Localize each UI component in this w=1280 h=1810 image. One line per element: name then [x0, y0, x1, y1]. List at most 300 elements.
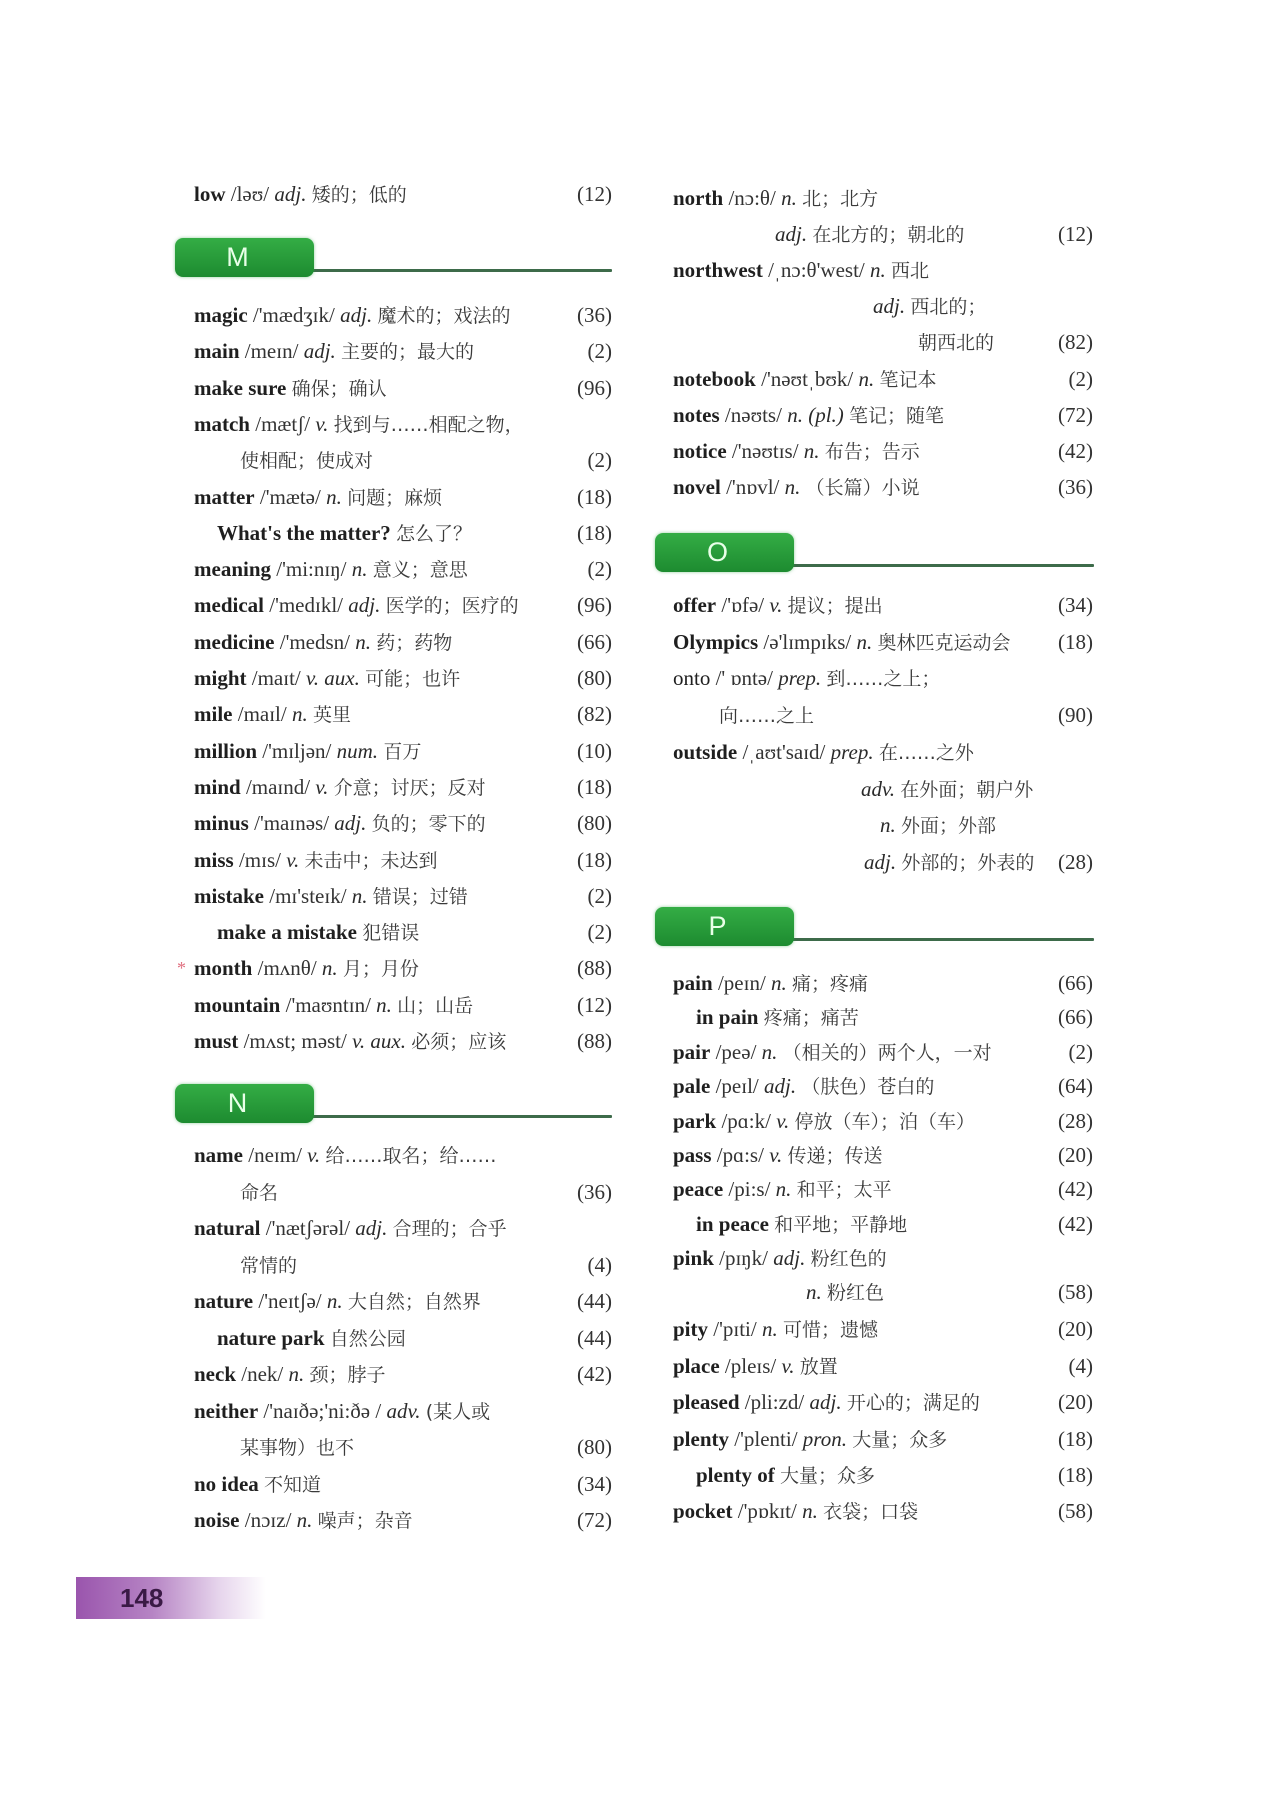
dictionary-entry [194, 881, 612, 911]
entry-text [194, 182, 407, 206]
page-number-badge [76, 1577, 266, 1619]
entry-text [673, 1390, 980, 1414]
part-of-speech: pron. [802, 1427, 847, 1451]
page-reference: (18) [1058, 629, 1093, 654]
dictionary-entry [673, 1314, 1093, 1344]
chinese-definition: 大自然；自然界 [347, 1291, 481, 1313]
part-of-speech: v. [315, 411, 329, 436]
entry-text [673, 1109, 975, 1133]
headword: make a mistake [217, 920, 357, 945]
phonetic: /mætʃ/ [255, 411, 311, 436]
part-of-speech: v. aux. [306, 666, 360, 690]
phonetic: /'naɪðə;'ni:ðə / [263, 1398, 382, 1423]
chinese-definition: 衣袋；口袋 [823, 1501, 919, 1523]
headword: in pain [696, 1005, 759, 1030]
dictionary-entry [673, 968, 1093, 998]
part-of-speech: n. [291, 702, 308, 727]
dictionary-entry [673, 1002, 1093, 1032]
part-of-speech: n. [351, 883, 368, 908]
chinese-definition: 山；山岳 [397, 994, 474, 1017]
page-reference: (82) [577, 702, 612, 727]
page-reference: (66) [1058, 1005, 1093, 1030]
entry-text [194, 1399, 490, 1423]
section-divider [790, 564, 1094, 567]
part-of-speech: n. [351, 557, 368, 582]
part-of-speech: n. [806, 1280, 822, 1304]
chinese-definition: 在外面；朝户外 [900, 778, 1034, 801]
dictionary-entry [673, 1387, 1093, 1417]
dictionary-entry [194, 554, 612, 584]
dictionary-entry [673, 590, 1093, 620]
dictionary-entry [673, 436, 1093, 466]
part-of-speech: adv. [861, 776, 896, 801]
phonetic: /'maɪnəs/ [254, 811, 330, 836]
dictionary-entry [194, 663, 612, 693]
page-reference: (10) [577, 738, 612, 763]
chinese-definition: 错误；过错 [372, 885, 468, 908]
part-of-speech: n. [781, 186, 797, 210]
entry-text [673, 1005, 859, 1029]
page-reference: (64) [1058, 1074, 1093, 1099]
dictionary-entry [194, 179, 612, 209]
dictionary-entry [673, 255, 1093, 285]
dictionary-entry [673, 183, 1093, 213]
dictionary-entry [673, 1424, 1093, 1454]
chinese-definition: 外面；外部 [901, 815, 997, 838]
part-of-speech: n. [296, 1508, 313, 1532]
headword: plenty [673, 1427, 730, 1451]
phonetic: /ləʊ/ [230, 182, 270, 206]
page-reference: (42) [1058, 1212, 1093, 1236]
page-reference: (18) [1058, 1427, 1093, 1451]
entry-text [673, 1317, 878, 1341]
section-letter: N [227, 1088, 248, 1118]
page-reference: (80) [577, 666, 612, 690]
entry-text [673, 630, 1010, 654]
dictionary-entry [194, 1026, 612, 1056]
entry-text [194, 993, 473, 1017]
chinese-definition: 确保；确认 [291, 377, 387, 400]
page-reference: (42) [577, 1362, 612, 1386]
phonetic: /'neɪtʃə/ [258, 1289, 322, 1313]
part-of-speech: n. [321, 956, 338, 981]
headword: no idea [194, 1471, 259, 1496]
dictionary-entry [673, 1106, 1093, 1136]
page-reference: (34) [1058, 593, 1093, 617]
chinese-definition: 自然公园 [329, 1327, 406, 1350]
entry-text [194, 1362, 386, 1386]
entry-text [194, 1253, 297, 1277]
page-reference: (20) [1058, 1317, 1093, 1341]
entry-text [673, 1499, 918, 1523]
page-reference: (80) [577, 811, 612, 836]
chinese-definition: 可能；也许 [365, 668, 461, 690]
headword: plenty of [696, 1463, 775, 1487]
entry-text [673, 367, 937, 391]
headword: notice [673, 439, 727, 463]
phonetic: /'nɒvl/ [726, 475, 780, 499]
page-reference: (12) [577, 182, 612, 206]
phonetic: /pɑ:k/ [721, 1108, 771, 1133]
headword: name [194, 1143, 243, 1167]
entry-continuation [194, 1432, 612, 1462]
headword: northwest [673, 258, 763, 282]
entry-text [194, 412, 524, 436]
phonetic: /'mædʒɪk/ [252, 303, 335, 327]
page-reference: (18) [577, 520, 612, 545]
entry-text [673, 1354, 838, 1378]
entry-continuation [673, 1277, 1093, 1307]
page-reference: (20) [1058, 1143, 1093, 1167]
entry-continuation [673, 327, 1093, 357]
headword: neck [194, 1362, 236, 1386]
chinese-definition: 主要的；最大的 [341, 341, 475, 364]
page-reference: (2) [1068, 367, 1093, 391]
headword: magic [194, 303, 248, 327]
part-of-speech: num. [336, 738, 379, 763]
phonetic: /'plenti/ [734, 1427, 798, 1451]
dictionary-entry [194, 1396, 612, 1426]
phonetic: /'pɪti/ [713, 1317, 757, 1341]
phonetic: /'mɪljən/ [262, 738, 332, 763]
dictionary-entry [673, 364, 1093, 394]
entry-text [194, 811, 486, 835]
chinese-definition: 西北 [890, 260, 929, 282]
page-reference: (18) [577, 484, 612, 509]
entry-text [194, 593, 519, 617]
headword: place [673, 1354, 720, 1378]
headword: match [194, 411, 250, 436]
headword: outside [673, 739, 738, 764]
entry-text [673, 222, 964, 246]
headword: month [194, 956, 253, 981]
entry-text [194, 848, 437, 872]
part-of-speech: adj. [873, 294, 906, 318]
dictionary-entry [194, 518, 612, 548]
dictionary-entry [673, 472, 1093, 502]
dictionary-entry [194, 627, 612, 657]
section-divider [790, 938, 1094, 941]
dictionary-entry [194, 736, 612, 766]
page-reference: (2) [587, 557, 612, 582]
dictionary-entry [673, 1496, 1093, 1526]
entry-text [194, 521, 472, 545]
page-reference: (36) [577, 1179, 612, 1204]
dictionary-entry [194, 845, 612, 875]
entry-text [194, 702, 351, 726]
phonetic: /maɪt/ [251, 666, 301, 690]
phonetic: /ˌnɔ:θ'west/ [768, 258, 865, 282]
page-reference: (88) [577, 956, 612, 981]
entry-text [194, 666, 460, 690]
part-of-speech: n. [355, 629, 372, 654]
chinese-definition: 百万 [383, 740, 422, 763]
dictionary-entry [673, 627, 1093, 657]
headword: pink [673, 1246, 714, 1270]
page-reference: (80) [577, 1435, 612, 1459]
headword: notes [673, 403, 720, 427]
dictionary-entry [194, 1469, 612, 1499]
entry-text [673, 186, 878, 210]
phonetic: /ə'lɪmpɪks/ [763, 629, 852, 654]
entry-text [673, 1246, 887, 1270]
chinese-definition: 必须；应该 [411, 1031, 507, 1053]
dictionary-entry [194, 1286, 612, 1316]
entry-continuation [194, 1177, 612, 1207]
entry-text [673, 1177, 892, 1201]
dictionary-entry [673, 1460, 1093, 1490]
entry-text [673, 330, 994, 354]
page-reference: (58) [1058, 1280, 1093, 1304]
page-reference: (82) [1058, 330, 1093, 354]
chinese-definition: 大量；众多 [780, 1465, 876, 1487]
section-letter: P [708, 911, 727, 941]
chinese-definition: 使相配；使成对 [240, 450, 374, 473]
entry-text [194, 1143, 496, 1167]
phonetic: /pli:zd/ [744, 1390, 805, 1414]
part-of-speech: adj. [764, 1074, 797, 1099]
page-reference: (2) [587, 448, 612, 473]
chinese-definition: 和平；太平 [796, 1179, 892, 1202]
page-reference: (72) [577, 1508, 612, 1532]
section-header-m [175, 238, 612, 278]
phonetic: /'ɒfə/ [721, 593, 765, 617]
chinese-definition: 给……取名；给…… [325, 1145, 497, 1167]
entry-text [673, 403, 944, 427]
chinese-definition: 朝西北的 [918, 332, 995, 354]
chinese-definition: （肤色）苍白的 [801, 1076, 935, 1099]
entry-text [194, 1289, 481, 1313]
chinese-definition: 在北方的；朝北的 [812, 224, 965, 246]
chinese-definition: 英里 [312, 704, 351, 727]
headword: offer [673, 593, 717, 617]
entry-text [194, 1326, 406, 1350]
page-reference: (42) [1058, 439, 1093, 463]
chinese-definition: 大量；众多 [852, 1429, 948, 1451]
entry-text [673, 1463, 875, 1487]
phonetic: /nɔ:θ/ [728, 186, 776, 210]
part-of-speech: n. [771, 971, 787, 995]
part-of-speech: n. [803, 439, 820, 463]
part-of-speech: adj. [348, 593, 381, 618]
chinese-definition: 未击中；未达到 [304, 849, 438, 872]
entry-text [673, 666, 940, 690]
entry-text [194, 1435, 354, 1459]
headword: mountain [194, 992, 281, 1017]
part-of-speech: prep. [830, 739, 874, 764]
page-reference: (44) [577, 1325, 612, 1350]
dictionary-entry [673, 1351, 1093, 1381]
chinese-definition: 意义；意思 [372, 559, 468, 582]
dictionary-entry [194, 590, 612, 620]
chinese-definition: 月；月份 [342, 958, 419, 981]
page-reference: (96) [577, 375, 612, 400]
dictionary-entry [673, 1174, 1093, 1204]
dictionary-entry [673, 663, 1093, 693]
chinese-definition: 问题；麻烦 [347, 486, 443, 509]
chinese-definition: （长篇）小说 [805, 477, 920, 499]
page-reference: (12) [577, 992, 612, 1017]
headword: pale [673, 1074, 711, 1099]
chinese-definition: (某人或 [425, 1400, 491, 1423]
part-of-speech: n. [869, 258, 886, 282]
headword: medicine [194, 629, 275, 654]
entry-text [673, 258, 929, 282]
part-of-speech: n. [761, 1317, 778, 1341]
section-header-n [175, 1084, 612, 1124]
phonetic: /'mi:nɪŋ/ [276, 557, 347, 582]
dictionary-entry [194, 990, 612, 1020]
dictionary-entry [673, 1071, 1093, 1101]
phonetic: /nəʊts/ [724, 403, 782, 427]
dictionary-entry [194, 1323, 612, 1353]
phonetic: /mʌst; məst/ [243, 1029, 347, 1053]
phonetic: /neɪm/ [248, 1143, 302, 1167]
entry-text [194, 485, 442, 509]
headword: nature [194, 1289, 254, 1313]
headword: onto [673, 666, 711, 691]
part-of-speech: n. [858, 367, 875, 391]
headword: pair [673, 1039, 711, 1064]
entry-text [673, 294, 986, 318]
page-reference: (72) [1058, 403, 1093, 427]
chinese-definition: 开心的；满足的 [846, 1392, 980, 1414]
page-reference: (90) [1058, 703, 1093, 728]
chinese-definition: 提议；提出 [787, 595, 883, 617]
part-of-speech: v. [315, 774, 329, 799]
dictionary-entry [194, 300, 612, 330]
headword: mind [194, 774, 241, 799]
entry-continuation [673, 219, 1093, 249]
headword: neither [194, 1398, 259, 1423]
chinese-definition: 不知道 [264, 1473, 322, 1496]
part-of-speech: adj. [303, 339, 336, 364]
dictionary-entry [673, 1209, 1093, 1239]
section-letter: O [706, 537, 728, 567]
headword: in peace [696, 1212, 769, 1236]
chinese-definition: 笔记本 [879, 369, 937, 391]
page-reference: (58) [1058, 1499, 1093, 1523]
section-letter: M [226, 242, 249, 272]
entry-text [673, 1280, 884, 1304]
entry-text [194, 630, 452, 654]
phonetic: /'pɒkɪt/ [737, 1499, 797, 1523]
entry-continuation [194, 1250, 612, 1280]
page-reference: (18) [577, 847, 612, 872]
entry-continuation [673, 810, 1093, 840]
phonetic: /peə/ [715, 1039, 757, 1064]
page-reference: (36) [1058, 475, 1093, 499]
dictionary-entry [194, 336, 612, 366]
phonetic: /' ɒntə/ [715, 666, 773, 691]
entry-text [673, 850, 1034, 874]
chinese-definition: 某事物）也不 [240, 1437, 355, 1459]
entry-text [673, 1143, 882, 1167]
phonetic: /mʌnθ/ [257, 956, 317, 981]
chinese-definition: 痛；疼痛 [792, 973, 869, 995]
part-of-speech: n. [761, 1039, 778, 1064]
part-of-speech: adj. [809, 1390, 842, 1414]
page-reference: (12) [1058, 222, 1093, 246]
phonetic: /peɪn/ [717, 971, 766, 995]
headword: might [194, 666, 247, 690]
part-of-speech: v. aux. [352, 1029, 406, 1053]
part-of-speech: v. [781, 1354, 795, 1378]
headword: medical [194, 593, 264, 618]
chinese-definition: 粉红色 [827, 1282, 885, 1304]
phonetic: /peɪl/ [715, 1074, 759, 1099]
headword: nature park [217, 1325, 325, 1350]
part-of-speech: adj. [334, 811, 367, 836]
dictionary-entry [194, 772, 612, 802]
part-of-speech: n. [288, 1362, 305, 1386]
phonetic: /'medsn/ [279, 629, 351, 654]
part-of-speech: n. [775, 1177, 792, 1202]
part-of-speech: n. (pl.) [787, 403, 844, 427]
headword: mistake [194, 883, 264, 908]
entry-text [673, 475, 920, 499]
entry-text [194, 1029, 506, 1053]
headword: natural [194, 1216, 261, 1240]
section-header-p [655, 907, 1094, 947]
part-of-speech: adj. [340, 303, 373, 327]
chinese-definition: 魔术的；戏法的 [377, 305, 511, 327]
part-of-speech: v. [776, 1108, 790, 1133]
part-of-speech: prep. [778, 666, 822, 691]
phonetic: /maɪl/ [237, 702, 287, 727]
chinese-definition: 犯错误 [362, 922, 420, 945]
headword: pain [673, 971, 713, 995]
entry-text [194, 1472, 321, 1496]
chinese-definition: 停放（车）；泊（车） [794, 1110, 975, 1133]
entry-text [673, 971, 868, 995]
phonetic: /pɑ:s/ [716, 1143, 764, 1167]
phonetic: /pɪŋk/ [719, 1246, 769, 1270]
chinese-definition: 介意；讨厌；反对 [333, 776, 486, 799]
dictionary-entry [194, 1140, 612, 1170]
entry-text [673, 1040, 992, 1064]
headword: Olympics [673, 629, 759, 654]
page-reference: (2) [587, 883, 612, 908]
section-header-o [655, 533, 1094, 573]
entry-text [194, 739, 421, 763]
phonetic: /'nəʊtɪs/ [731, 439, 799, 463]
part-of-speech: adj. [775, 222, 808, 246]
page-reference: (28) [1058, 849, 1093, 874]
chinese-definition: 笔记；随笔 [849, 405, 945, 427]
part-of-speech: adj. [274, 182, 307, 206]
page-reference: (66) [577, 629, 612, 654]
part-of-speech: v. [286, 847, 300, 872]
chinese-definition: 怎么了？ [396, 522, 473, 545]
part-of-speech: adv. [386, 1398, 421, 1423]
page-reference: (96) [577, 593, 612, 618]
phonetic: /pi:s/ [728, 1177, 771, 1202]
entry-text [194, 1216, 507, 1240]
page-reference: (18) [577, 774, 612, 799]
entry-text [673, 439, 920, 463]
chinese-definition: 找到与……相配之物， [333, 413, 524, 436]
headword: make sure [194, 375, 287, 400]
headword: matter [194, 484, 255, 509]
chinese-definition: 疼痛；痛苦 [763, 1007, 859, 1030]
phonetic: /mɪs/ [238, 847, 281, 872]
headword: minus [194, 811, 249, 836]
chinese-definition: 命名 [240, 1181, 279, 1204]
chinese-definition: 向……之上 [719, 705, 815, 728]
phonetic: /'mætə/ [259, 484, 321, 509]
chinese-definition: 传递；传送 [787, 1145, 883, 1167]
